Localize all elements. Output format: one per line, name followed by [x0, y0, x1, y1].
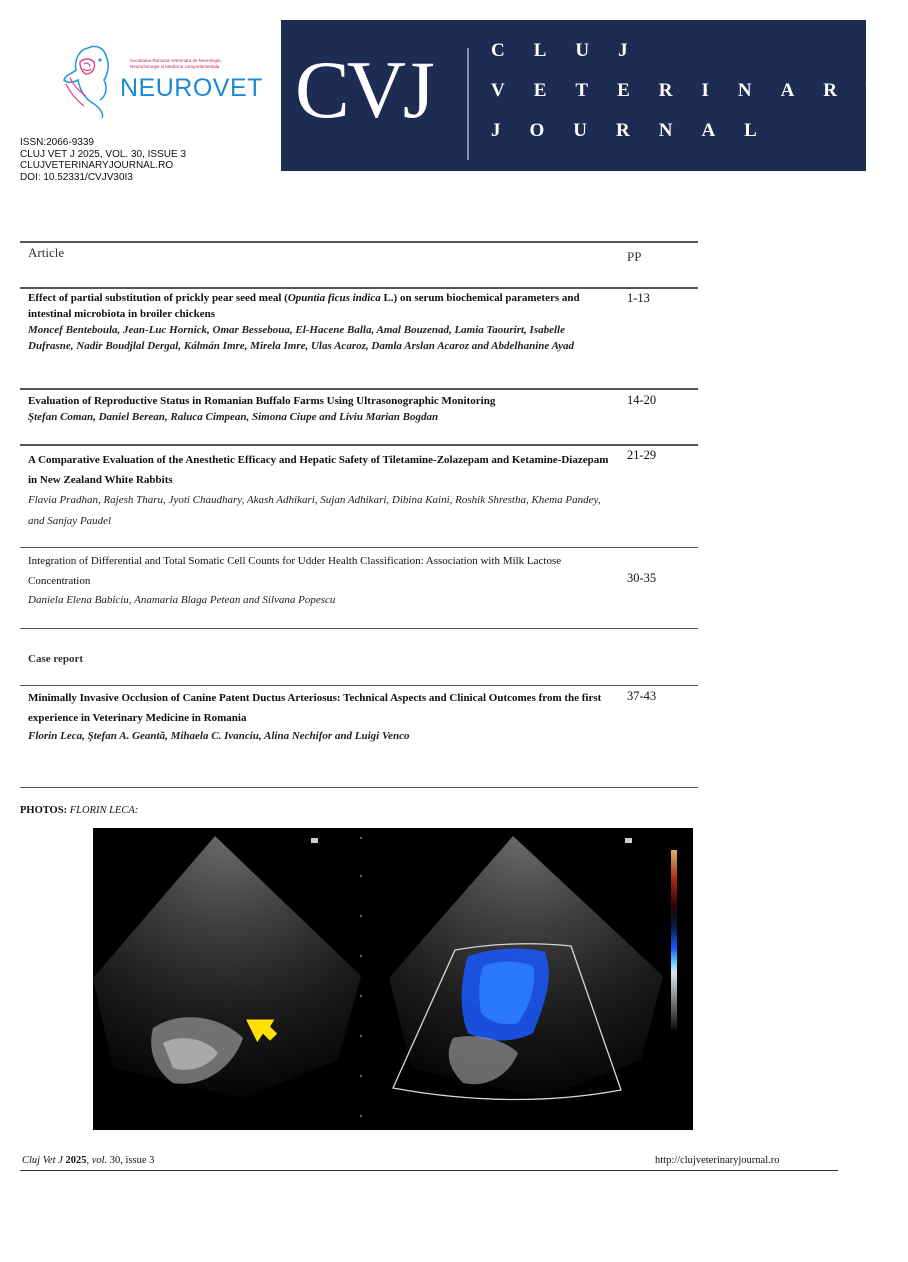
toc-divider — [20, 628, 698, 629]
ultrasound-panels — [93, 828, 693, 1130]
footer-url[interactable]: http://clujveterinaryjournal.ro — [655, 1155, 780, 1166]
entry-pages: 37-43 — [627, 689, 657, 703]
toc-divider — [20, 547, 698, 548]
banner-line-2: VETERINARY — [491, 80, 908, 101]
doi-line: DOI: 10.52331/CVJV30I3 — [20, 171, 133, 183]
banner-line-3: JOURNAL — [491, 120, 786, 141]
entry-authors: Florin Leca, Ştefan A. Geantă, Mihaela C. Ivanciu, Alina Nechifor and Luigi Venco — [28, 730, 410, 742]
toc-entry-4[interactable] — [28, 551, 608, 609]
photos-credit: PHOTOS: FLORIN LECA: — [20, 805, 139, 816]
toc-divider — [20, 685, 698, 686]
entry-authors: Moncef Benteboula, Jean-Luc Hornick, Omar Besseboua, El-Hacene Balla, Amal Bouzenad, Lamia Taourirt, Isabelle Dufrasne, Nadir Boudjlal Dergal, Kálmán Imre, Mirela Imre, Ulas Acaroz, Damla Arslan Acaroz and Abdelhanine Ayad — [28, 324, 574, 352]
journal-banner — [281, 20, 908, 171]
toc-entry-2[interactable] — [28, 393, 608, 425]
website-line: CLUJVETERINARYJOURNAL.RO — [20, 160, 174, 171]
logo-tagline: Societatea Romana Veterinara de Neurologie, Neurochirurgie si Medicina comportamentala — [130, 58, 222, 69]
footer-rule — [20, 1170, 838, 1171]
toc-bottom-rule — [20, 787, 698, 788]
entry-pages: 1-13 — [627, 291, 650, 305]
toc-entry-case-1[interactable] — [28, 688, 608, 744]
toc-header-rule — [20, 287, 698, 289]
banner-line-1: CLUJ — [491, 40, 657, 61]
entry-pages: 21-29 — [627, 448, 657, 462]
toc-divider — [20, 388, 698, 390]
entry-pages: 30-35 — [627, 571, 657, 585]
entry-authors: Flavia Pradhan, Rajesh Tharu, Jyoti Chaudhary, Akash Adhikari, Sujan Adhikari, Dibina Kaini, Roshik Shrestha, Khema Pandey, and Sanjay Paudel — [28, 494, 601, 527]
entry-title: Evaluation of Reproductive Status in Romanian Buffalo Farms Using Ultrasonographic Monitoring — [28, 395, 496, 407]
entry-authors: Daniela Elena Babiciu, Anamaria Blaga Petean and Silvana Popescu — [28, 594, 336, 606]
toc-top-rule — [20, 241, 698, 243]
toc-entry-1[interactable] — [28, 290, 608, 354]
footer-citation: Cluj Vet J 2025, vol. 30, issue 3 — [22, 1155, 155, 1166]
toc-entry-3[interactable] — [28, 450, 613, 532]
entry-title: Minimally Invasive Occlusion of Canine Patent Ductus Arteriosus: Technical Aspects and Clinical Outcomes from the first experience in Veterinary Medicine in Romania — [28, 692, 602, 724]
entry-title: Effect of partial substitution of prickly pear seed meal (Opuntia ficus indica L.) on serum biochemical parameters and intestinal microbiota in broiler chickens — [28, 292, 580, 320]
echocardiography-image — [93, 828, 693, 1130]
issn-block — [20, 137, 186, 183]
banner-divider — [467, 48, 469, 160]
toc-header-article: Article — [28, 245, 65, 260]
case-report-heading: Case report — [28, 653, 84, 665]
issn-line: ISSN:2066-9339 — [20, 137, 94, 148]
neurovet-logo — [60, 40, 270, 120]
banner-mark: CVJ — [295, 44, 432, 135]
entry-pages: 14-20 — [627, 393, 657, 407]
toc-divider — [20, 444, 698, 446]
toc-header-pages: PP — [627, 249, 642, 264]
entry-title: Integration of Differential and Total Somatic Cell Counts for Udder Health Classification: Association with Milk Lactose Concentration — [28, 555, 562, 587]
logo-name: NEUROVET — [120, 74, 263, 102]
color-scale-bar — [671, 850, 677, 1030]
entry-authors: Ştefan Coman, Daniel Berean, Raluca Cimpean, Simona Ciupe and Liviu Marian Bogdan — [28, 411, 439, 423]
entry-title: A Comparative Evaluation of the Anesthetic Efficacy and Hepatic Safety of Tiletamine-Zolazepam and Ketamine-Diazepam in New Zealand White Rabbits — [28, 454, 609, 486]
volume-line: CLUJ VET J 2025, VOL. 30, ISSUE 3 — [20, 148, 187, 160]
